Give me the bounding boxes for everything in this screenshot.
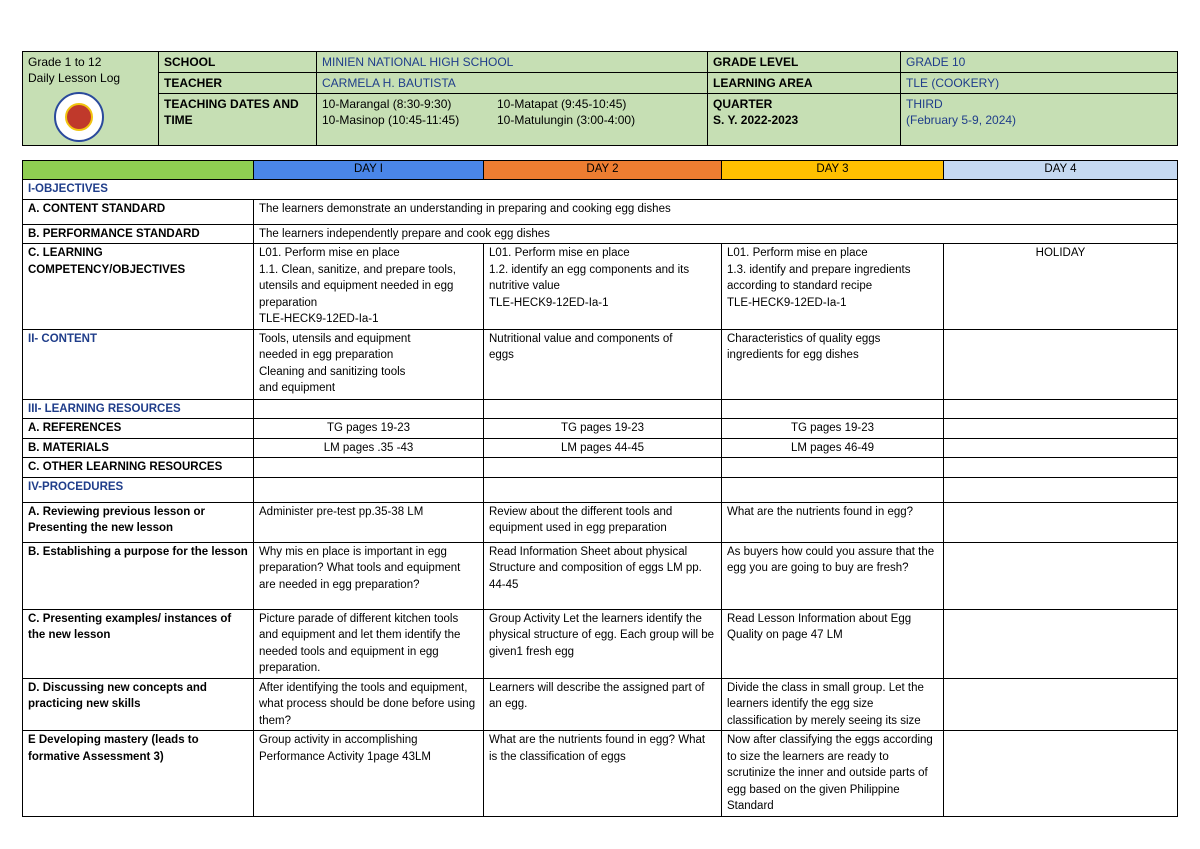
discuss-label: D. Discussing new concepts and practicing new skills — [23, 678, 254, 731]
examples-day-2: Group Activity Let the learners identify the physical structure of egg. Each group will be given1 fresh egg — [484, 609, 722, 678]
content-standard-label: A. CONTENT STANDARD — [23, 199, 254, 224]
header-table — [22, 51, 1178, 146]
content-line: ingredients for egg dishes — [727, 349, 859, 361]
day-3-header: DAY 3 — [722, 161, 944, 180]
competency-line: 1.3. identify and prepare ingredients according to standard recipe — [727, 263, 911, 292]
review-day-2: Review about the different tools and equipment used in egg preparation — [484, 502, 722, 542]
day-4-header: DAY 4 — [944, 161, 1178, 180]
content-day-4 — [944, 329, 1178, 399]
schedule-item: 10-Marangal (8:30-9:30) — [322, 97, 452, 111]
quarter-value-cell — [901, 94, 1178, 146]
review-day-1: Administer pre-test pp.35-38 LM — [254, 502, 484, 542]
review-day-3: What are the nutrients found in egg? — [722, 502, 944, 542]
examples-day-1: Picture parade of different kitchen tools and equipment and let them identify the needed tools and equipment in egg preparation. — [254, 609, 484, 678]
competency-code: TLE-HECK9-12ED-Ia-1 — [727, 296, 847, 309]
competency-line: L01. Perform mise en place — [259, 247, 400, 259]
references-label: A. REFERENCES — [23, 419, 254, 439]
resources-heading: III- LEARNING RESOURCES — [23, 399, 254, 419]
discuss-day-2: Learners will describe the assigned part of an egg. — [484, 678, 722, 731]
schedule-item: 10-Matapat (9:45-10:45) — [497, 97, 627, 111]
content-line: Tools, utensils and equipment — [259, 332, 411, 345]
procedures-heading: IV-PROCEDURES — [23, 477, 254, 502]
mastery-day-1: Group activity in accomplishing Performance Activity 1page 43LM — [254, 731, 484, 817]
mastery-label: E Developing mastery (leads to formative Assessment 3) — [23, 731, 254, 817]
content-line: and equipment — [259, 382, 336, 394]
competency-code: TLE-HECK9-12ED-Ia-1 — [489, 296, 609, 309]
competency-line: L01. Perform mise en place — [727, 247, 868, 259]
content-day-1 — [254, 329, 484, 399]
mastery-day-3: Now after classifying the eggs according to size the learners are ready to scrutinize the inner and outside parts of egg based on the given Philippine Standard — [722, 731, 944, 817]
area-label: LEARNING AREA — [708, 73, 901, 94]
content-line: Cleaning and sanitizing tools — [259, 365, 406, 378]
competency-line: 1.1. Clean, sanitize, and prepare tools, utensils and equipment needed in egg preparation — [259, 263, 456, 309]
examples-label: C. Presenting examples/ instances of the new lesson — [23, 609, 254, 678]
competency-day-2 — [484, 244, 722, 330]
competency-code: TLE-HECK9-12ED-Ia-1 — [259, 313, 379, 325]
objectives-heading: I-OBJECTIVES — [23, 180, 1178, 200]
dates-label: TEACHING DATES AND TIME — [159, 94, 317, 146]
schedule-item: 10-Matulungin (3:00-4:00) — [497, 113, 636, 127]
examples-day-3: Read Lesson Information about Egg Quality on page 47 LM — [722, 609, 944, 678]
teacher-label: TEACHER — [159, 73, 317, 94]
references-day-1: TG pages 19-23 — [254, 419, 484, 439]
quarter-label-cell — [708, 94, 901, 146]
materials-day-1: LM pages .35 -43 — [254, 438, 484, 458]
day-2-header: DAY 2 — [484, 161, 722, 180]
corner-cell — [23, 161, 254, 180]
grade-label: GRADE LEVEL — [708, 52, 901, 73]
quarter-value: THIRD — [906, 97, 943, 111]
school-label: SCHOOL — [159, 52, 317, 73]
purpose-day-3: As buyers how could you assure that the egg you are going to buy are fresh? — [722, 542, 944, 609]
purpose-day-2: Read Information Sheet about physical Structure and composition of eggs LM pp. 44-45 — [484, 542, 722, 609]
competency-line: L01. Perform mise en place — [489, 247, 630, 259]
references-day-3: TG pages 19-23 — [722, 419, 944, 439]
competency-day-1 — [254, 244, 484, 330]
discuss-day-1: After identifying the tools and equipment, what process should be done before using them? — [254, 678, 484, 731]
log-title-1: Grade 1 to 12 — [28, 55, 102, 69]
grade-value: GRADE 10 — [901, 52, 1178, 73]
content-line: needed in egg preparation — [259, 349, 394, 361]
area-value: TLE (COOKERY) — [901, 73, 1178, 94]
holiday-cell: HOLIDAY — [944, 244, 1178, 330]
purpose-label: B. Establishing a purpose for the lesson — [23, 542, 254, 609]
performance-standard-value: The learners independently prepare and cook egg dishes — [254, 224, 1178, 244]
log-title-2: Daily Lesson Log — [28, 71, 121, 85]
content-line: Nutritional value and components of — [489, 332, 673, 345]
materials-label: B. MATERIALS — [23, 438, 254, 458]
content-line: Characteristics of quality eggs — [727, 332, 881, 345]
schedule-cell — [317, 94, 708, 146]
purpose-day-1: Why mis en place is important in egg preparation? What tools and equipment are needed in egg preparation? — [254, 542, 484, 609]
discuss-day-3: Divide the class in small group. Let the learners identify the egg size classification by merely seeing its size — [722, 678, 944, 731]
log-title-cell — [23, 52, 159, 146]
deped-seal-icon — [54, 92, 104, 142]
review-label: A. Reviewing previous lesson or Presenting the new lesson — [23, 502, 254, 542]
mastery-day-2: What are the nutrients found in egg? What is the classification of eggs — [484, 731, 722, 817]
materials-day-3: LM pages 46-49 — [722, 438, 944, 458]
quarter-dates: (February 5-9, 2024) — [906, 113, 1017, 127]
school-year: S. Y. 2022-2023 — [713, 113, 799, 127]
competency-day-3 — [722, 244, 944, 330]
content-heading: II- CONTENT — [23, 329, 254, 399]
competency-line: 1.2. identify an egg components and its nutritive value — [489, 263, 690, 292]
content-day-3 — [722, 329, 944, 399]
competency-label: C. LEARNING COMPETENCY/OBJECTIVES — [23, 244, 254, 330]
teacher-value: CARMELA H. BAUTISTA — [317, 73, 708, 94]
references-day-2: TG pages 19-23 — [484, 419, 722, 439]
other-resources-label: C. OTHER LEARNING RESOURCES — [23, 458, 254, 478]
materials-day-2: LM pages 44-45 — [484, 438, 722, 458]
school-value: MINIEN NATIONAL HIGH SCHOOL — [317, 52, 708, 73]
content-standard-value: The learners demonstrate an understanding in preparing and cooking egg dishes — [254, 199, 1178, 224]
schedule-item: 10-Masinop (10:45-11:45) — [322, 113, 460, 127]
performance-standard-label: B. PERFORMANCE STANDARD — [23, 224, 254, 244]
quarter-label: QUARTER — [713, 97, 773, 111]
day-1-header: DAY I — [254, 161, 484, 180]
content-line: eggs — [489, 349, 514, 361]
lesson-plan-table — [22, 160, 1178, 817]
content-day-2 — [484, 329, 722, 399]
